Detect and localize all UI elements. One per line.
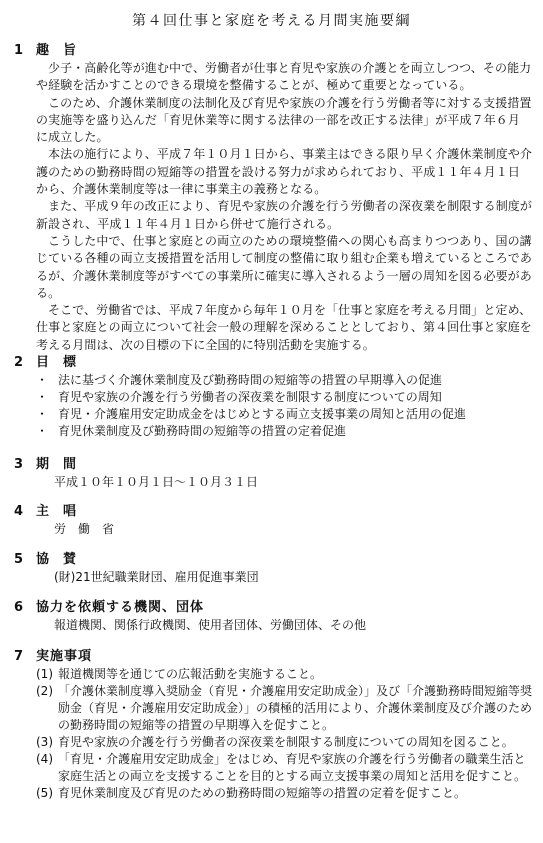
section-goals (14, 354, 534, 440)
list-item-text: 育児休業制度及び勤務時間の短縮等の措置の定着促進 (58, 424, 347, 438)
list-item (36, 389, 534, 406)
bullet-mark: ・ (36, 390, 49, 404)
list-item (36, 406, 534, 423)
section-period (14, 456, 534, 491)
bullet-mark: ・ (36, 424, 49, 438)
list-item (36, 734, 534, 751)
item-number: (3) (36, 735, 53, 749)
section-purpose (14, 42, 534, 354)
section-title: 目標 (36, 355, 91, 370)
list-item-text: 育児・介護雇用安定助成金をはじめとする両立支援事業の周知と活用の促進 (58, 407, 467, 421)
paragraph: このため、介護休業制度の法制化及び育児や家族の介護を行う労働者等に対する支援措置の実施等を盛り込んだ「育児休業等に関する法律の一部を改正する法律」が平成７年６月に成立した。 (36, 95, 532, 145)
bullet-mark: ・ (36, 407, 49, 421)
section-title: 実施事項 (36, 649, 93, 664)
paragraph: そこで、労働省では、平成７年度から毎年１０月を「仕事と家庭を考える月間」と定め、仕事と家庭との両立について社会一般の理解を深めることとしており、第４回仕事と家庭を考える月間は、次の目標の下に全国的に特別活動を実施する。 (36, 303, 532, 352)
section-number: 4 (14, 504, 24, 519)
section-cooperating-bodies (14, 599, 534, 634)
bullet-mark: ・ (36, 373, 49, 387)
section-heading (14, 648, 534, 666)
list-item (36, 785, 534, 802)
section-number: 5 (14, 552, 24, 567)
section-number: 1 (14, 43, 24, 58)
sponsor-text: 労 働 省 (54, 522, 115, 536)
section-heading (14, 42, 534, 60)
section-title: 期間 (36, 457, 91, 472)
paragraph: 本法の施行により、平成７年１０月１日から、事業主はできる限り早く介護休業制度や介護のための勤務時間の短縮等の措置を設ける努力が求められており、平成１１年４月１日から、介護休業制度等は一律に事業主の義務となる。 (36, 147, 533, 197)
item-number: (4) (36, 752, 53, 766)
cooperating-bodies-text: 報道機関、関係行政機関、使用者団体、労働団体、その他 (54, 618, 367, 632)
list-item (36, 423, 534, 440)
paragraph: 少子・高齢化等が進む中で、労働者が仕事と育児や家族の介護とを両立しつつ、その能力や経験を活かすことのできる環境を整備することが、極めて重要となっている。 (36, 61, 532, 93)
section-number: 7 (14, 649, 24, 664)
section-title: 協賛 (36, 552, 91, 567)
item-text: 報道機関等を通じての広報活動を実施すること。 (58, 667, 323, 681)
list-item-text: 育児や家族の介護を行う労働者の深夜業を制限する制度についての周知 (58, 390, 442, 404)
section-title: 主唱 (36, 504, 91, 519)
item-text: 「育児・介護雇用安定助成金」をはじめ、育児や家族の介護を行う労働者の職業生活と家庭生活との両立を支援することを目的とする両立支援事業の周知と活用を促すこと。 (58, 752, 527, 783)
item-text: 育児休業制度及び育児のための勤務時間の短縮等の措置の定着を促すこと。 (58, 786, 467, 800)
list-item (36, 372, 534, 389)
section-heading (14, 503, 534, 521)
item-number: (1) (36, 667, 53, 681)
item-number: (2) (36, 684, 53, 698)
item-number: (5) (36, 786, 53, 800)
item-text: 「介護休業制度導入奨励金（育児・介護雇用安定助成金）」及び「介護勤務時間短縮等奨励金（育児・介護雇用安定助成金）」の積極的活用により、介護休業制度及び介護のための勤務時間の短縮等の措置の早期導入を促すこと。 (58, 684, 533, 732)
list-item (36, 683, 534, 734)
section-number: 6 (14, 600, 24, 615)
section-activities (14, 648, 534, 802)
section-supporters (14, 551, 534, 586)
paragraph: こうした中で、仕事と家庭との両立のための環境整備への関心も高まりつつあり、国の講じている各種の両立支援措置を活用して制度の整備に取り組む企業も増えているところであるが、介護休業制度等がすべての事業所に確実に導入されるよう一層の周知を図る必要がある。 (36, 233, 532, 300)
paragraph: また、平成９年の改正により、育児や家族の介護を行う労働者の深夜業を制限する制度が新設され、平成１１年４月１日から併せて施行される。 (36, 199, 533, 231)
section-sponsor (14, 503, 534, 538)
section-number: 3 (14, 457, 24, 472)
list-item (36, 751, 534, 785)
document-title: 第４回仕事と家庭を考える月間実施要綱 (132, 13, 411, 29)
section-number: 2 (14, 355, 24, 370)
list-item (36, 666, 534, 683)
period-text: 平成１０年１０月１日～１０月３１日 (54, 475, 259, 489)
section-heading (14, 599, 534, 617)
section-title: 趣旨 (36, 43, 91, 58)
supporters-text: (財)21世紀職業財団、雇用促進事業団 (54, 570, 259, 584)
item-text: 育児や家族の介護を行う労働者の深夜業を制限する制度についての周知を図ること。 (58, 735, 514, 749)
section-heading (14, 551, 534, 569)
list-item-text: 法に基づく介護休業制度及び勤務時間の短縮等の措置の早期導入の促進 (58, 373, 443, 387)
section-title: 協力を依頼する機関、団体 (36, 600, 205, 615)
section-heading (14, 456, 534, 474)
section-heading (14, 354, 534, 372)
